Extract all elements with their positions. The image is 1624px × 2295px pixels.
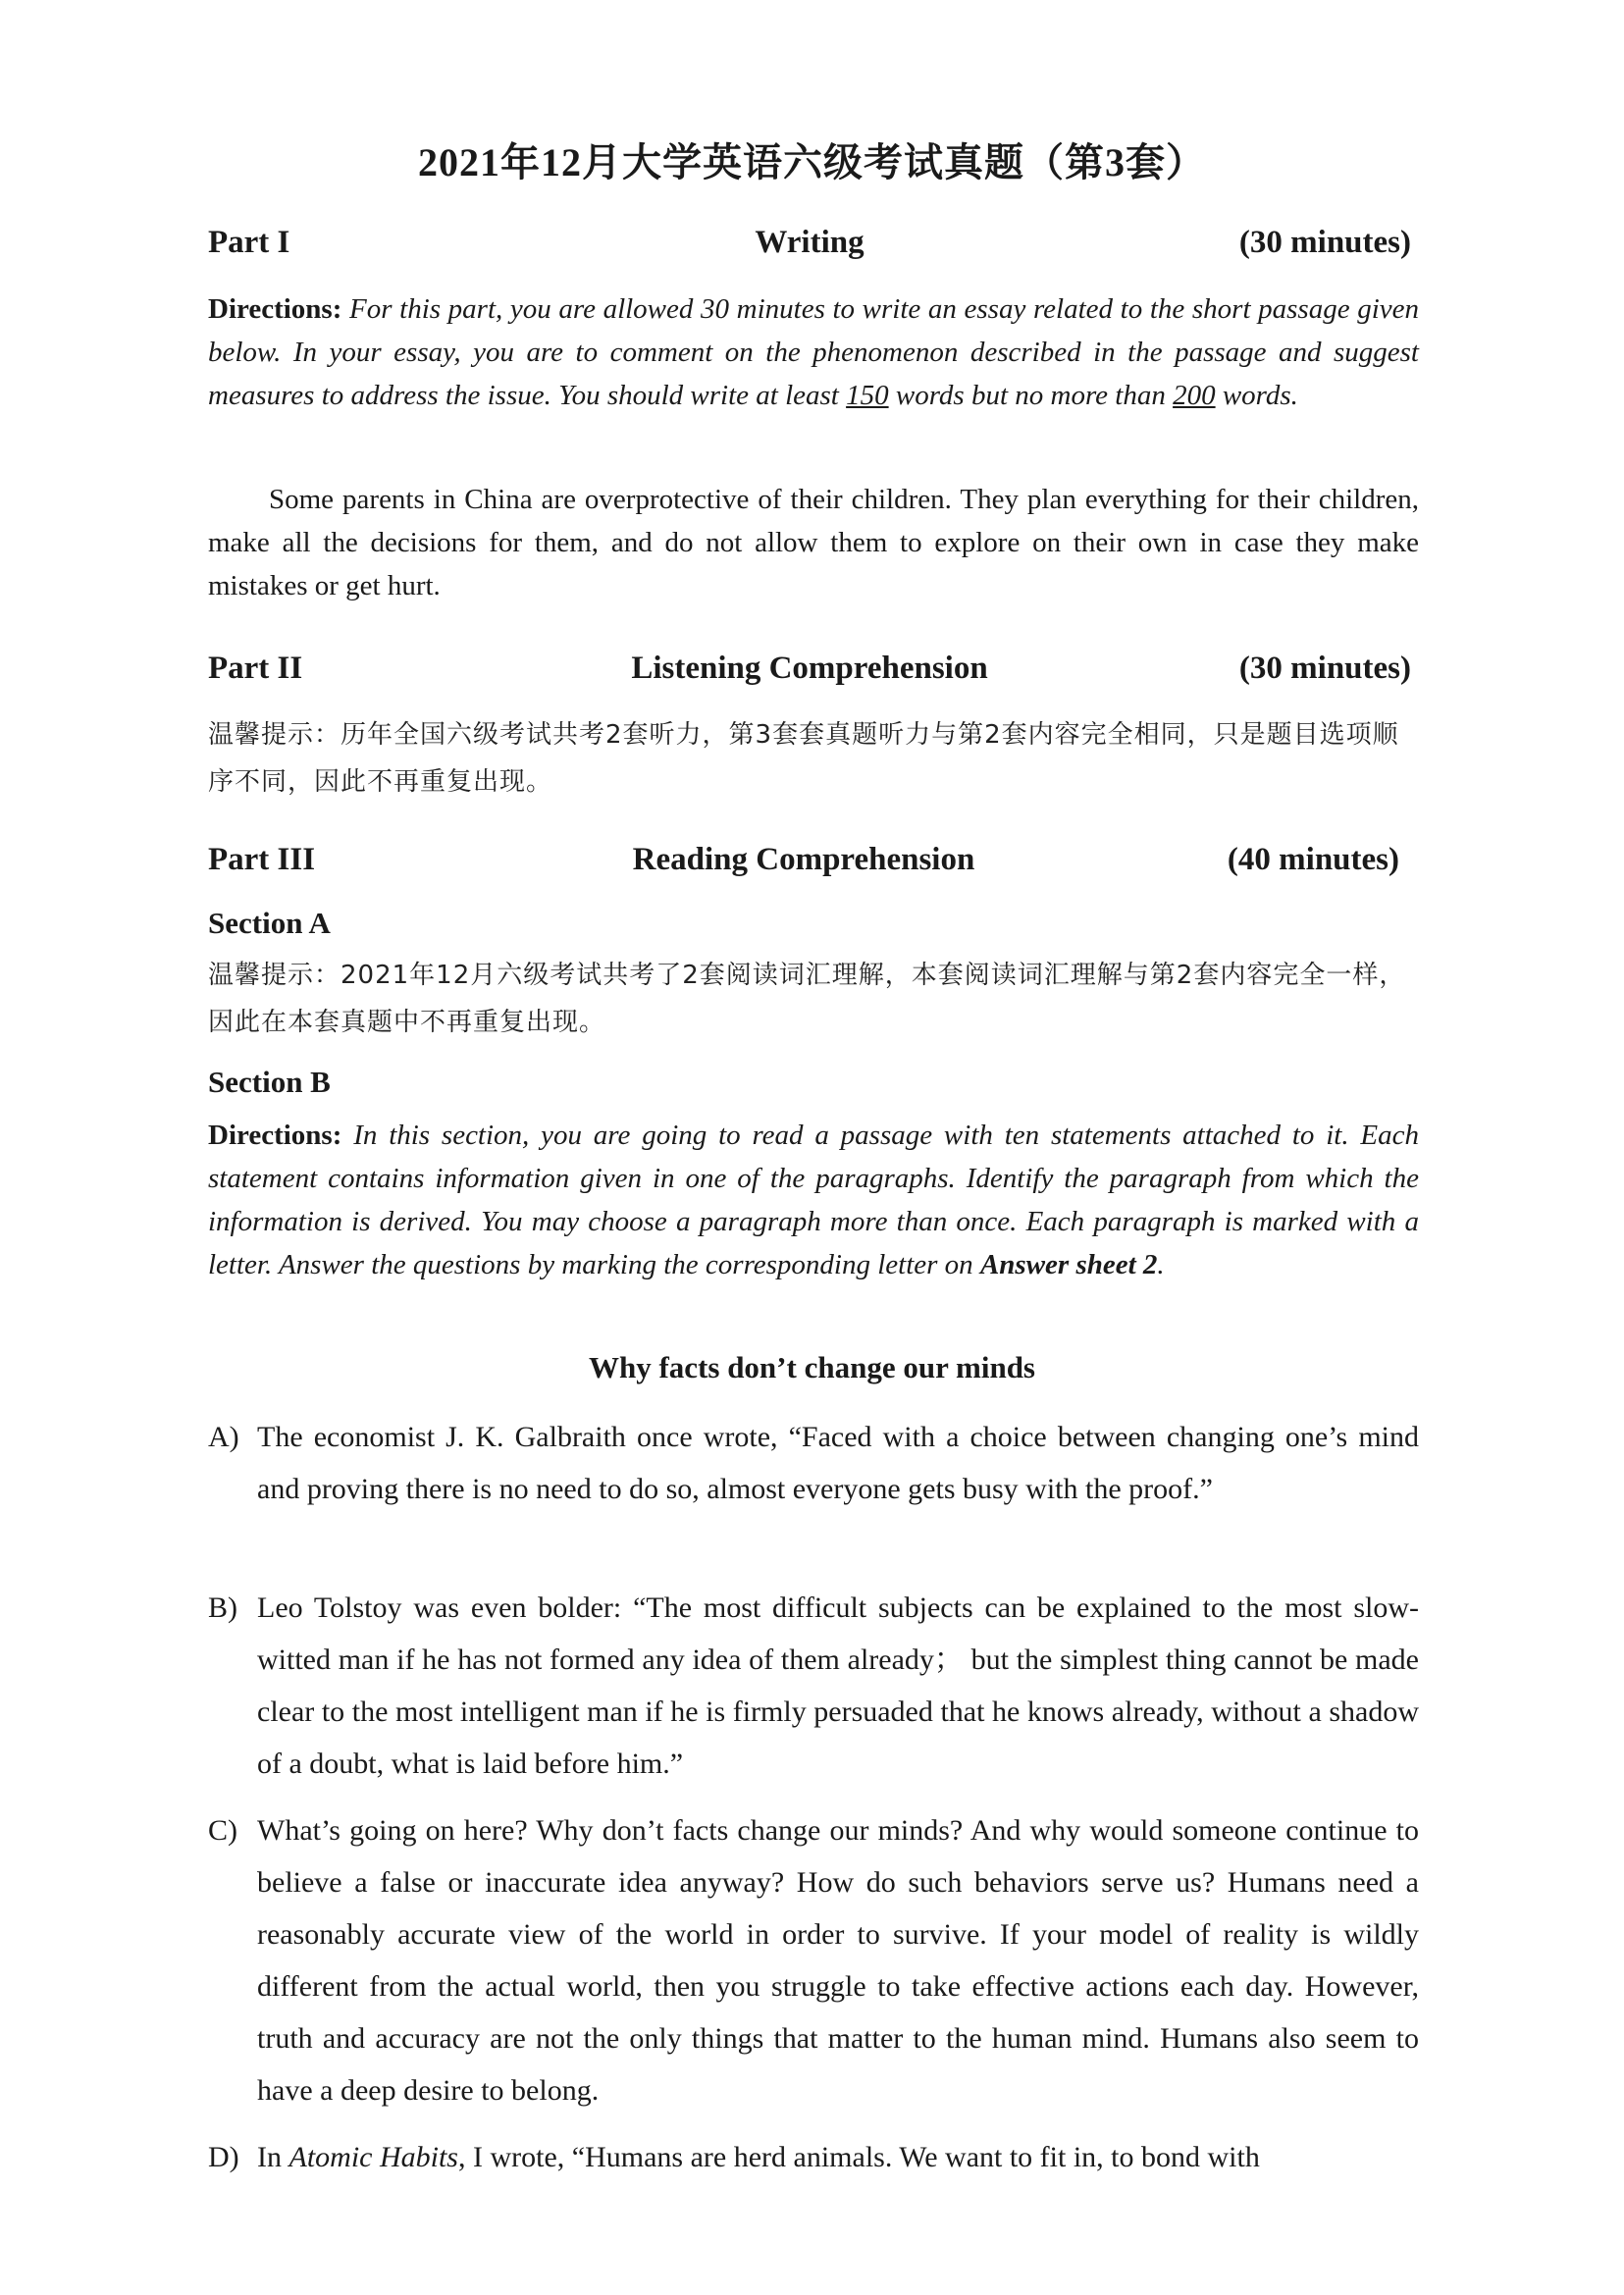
directions-text-b: words but no more than xyxy=(888,380,1174,411)
listening-tip: 温馨提示：历年全国六级考试共考2套听力，第3套套真题听力与第2套内容完全相同，只是题目选项顺序不同，因此不再重复出现。 xyxy=(208,720,1399,797)
part-1-header xyxy=(208,225,1411,268)
paragraph-b xyxy=(208,1582,1419,1790)
part-2-label: Part II xyxy=(208,651,303,686)
part-3-label: Part III xyxy=(208,842,316,877)
part-2-header xyxy=(208,651,1411,694)
paragraph-text: The economist J. K. Galbraith once wrote, “Faced with a choice between changing one’s mind and proving there is no need to do so, almost everyone gets busy with the proof.” xyxy=(257,1421,1419,1505)
paragraph-label: A) xyxy=(208,1421,239,1453)
section-b-directions-end: . xyxy=(1157,1249,1165,1280)
answer-sheet-ref: Answer sheet 2 xyxy=(979,1249,1158,1280)
section-b-heading: Section B xyxy=(208,1065,331,1099)
part-3-header xyxy=(208,842,1399,885)
paragraph-text: Leo Tolstoy was even bolder: “The most difficult subjects can be explained to the most slow-witted man if he has not formed any idea of them already； but the simplest thing cannot be made clear to the most intelligent man if he is firmly persuaded that he knows already, without a shadow of a doubt, what is laid before him.” xyxy=(257,1591,1419,1780)
part-3-name: Reading Comprehension xyxy=(632,842,975,877)
section-b-directions-text: In this section, you are going to read a passage with ten statements attached to it. Each statement contains information given in one of the paragraphs. Identify the paragraph from which the information is derived. You may choose a paragraph more than once. Each paragraph is marked with a letter. Answer the questions by marking the corresponding letter on xyxy=(208,1120,1419,1280)
directions-lead: Directions: xyxy=(208,293,342,325)
paragraph-c xyxy=(208,1804,1419,2116)
min-words: 150 xyxy=(846,380,889,411)
part-1-directions xyxy=(208,287,1419,417)
paragraph-label: B) xyxy=(208,1591,237,1624)
paragraph-text: What’s going on here? Why don’t facts change our minds? And why would someone continue to believe a false or inaccurate idea anyway? How do such behaviors serve us? Humans need a reasonably accurate view of the world in order to survive. If your model of reality is wildly different from the actual world, then you struggle to take effective actions each day. However, truth and accuracy are not the only things that matter to the human mind. Humans also seem to have a deep desire to belong. xyxy=(257,1814,1419,2107)
paragraph-text-pre: In xyxy=(257,2141,289,2173)
section-a-tip: 温馨提示：2021年12月六级考试共考了2套阅读词汇理解，本套阅读词汇理解与第2套内容完全一样，因此在本套真题中不再重复出现。 xyxy=(208,961,1406,1037)
paragraph-a xyxy=(208,1411,1419,1515)
paragraph-text xyxy=(257,2131,1419,2183)
paragraph-label: C) xyxy=(208,1814,237,1847)
part-1-name: Writing xyxy=(755,225,864,260)
part-3-time: (40 minutes) xyxy=(1227,842,1399,877)
part-2-time: (30 minutes) xyxy=(1238,651,1411,686)
directions-text-c: words. xyxy=(1215,380,1298,411)
paragraph-label: D) xyxy=(208,2141,239,2173)
book-title: Atomic Habits xyxy=(288,2141,458,2173)
page-title: 2021年12月大学英语六级考试真题（第3套） xyxy=(418,140,1206,184)
passage-title: Why facts don’t change our minds xyxy=(588,1350,1035,1384)
part-1-time: (30 minutes) xyxy=(1238,225,1411,260)
paragraph-d xyxy=(208,2131,1419,2183)
max-words: 200 xyxy=(1173,380,1216,411)
part-1-label: Part I xyxy=(208,225,290,260)
directions-text-a: For this part, you are allowed 30 minutes to write an essay related to the short passage given below. In your essay, you are to comment on the phenomenon described in the passage and suggest measures to address the issue. You should write at least xyxy=(208,293,1419,411)
writing-prompt: Some parents in China are overprotective of their children. They plan everything for their children, make all the decisions for them, and do not allow them to explore on their own in case they make mistakes or get hurt. xyxy=(208,484,1419,601)
section-b-directions xyxy=(208,1114,1419,1286)
part-2-name: Listening Comprehension xyxy=(631,651,988,686)
section-a-heading: Section A xyxy=(208,906,331,940)
paragraph-text-post: , I wrote, “Humans are herd animals. We want to fit in, to bond with xyxy=(458,2141,1260,2173)
section-b-directions-lead: Directions: xyxy=(208,1120,342,1151)
